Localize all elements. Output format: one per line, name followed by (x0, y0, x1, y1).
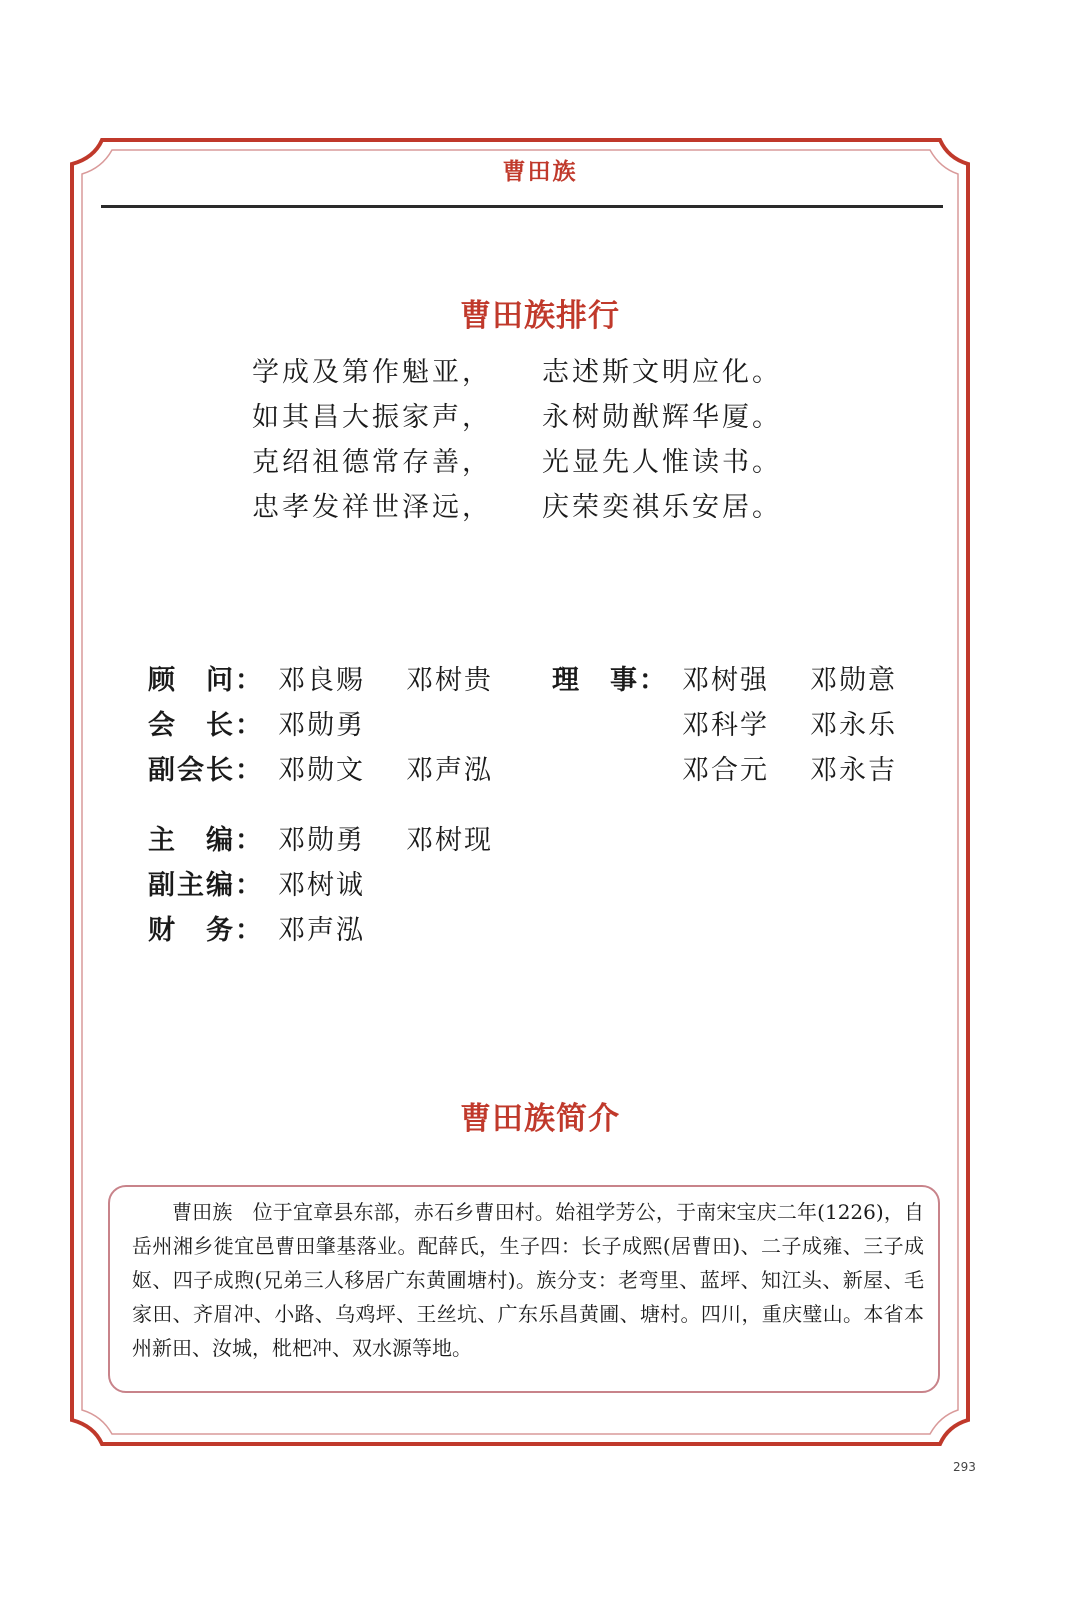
role-label: 顾 问： (148, 665, 264, 696)
role-label: 主 编： (148, 825, 264, 856)
ranking-poem (252, 350, 872, 530)
role-label: 理 事： (552, 665, 668, 696)
person-name: 邓科学 (682, 710, 769, 741)
header-divider (101, 205, 943, 208)
intro-text: 曹田族 位于宜章县东部，赤石乡曹田村。始祖学芳公，于南宋宝庆二年(1226)，自岳州湘乡徙宜邑曹田肇基落业。配薛氏，生子四：长子成熙(居曹田)、二子成雍、三子成妪、四子成煦(兄弟三人移居广东黄圃塘村)。族分支：老弯里、蓝坪、知江头、新屋、毛家田、齐眉冲、小路、乌鸡坪、王丝坑、广东乐昌黄圃、塘村。四川，重庆璧山。本省本州新田、汝城，枇杷冲、双水源等地。 (132, 1200, 924, 1360)
person-name: 邓勋勇 (278, 710, 365, 741)
role-label: 副主编： (148, 870, 264, 901)
person-name: 邓合元 (682, 755, 769, 786)
poem-line (252, 395, 872, 440)
poem-line-first: 忠孝发祥世泽远， (252, 492, 492, 523)
poem-line-first: 如其昌大振家声， (252, 402, 492, 433)
person-name: 邓树诚 (278, 870, 365, 901)
poem-line-first: 克绍祖德常存善， (252, 447, 492, 478)
person-name: 邓树贵 (406, 665, 493, 696)
poem-line-second: 庆荣奕祺乐安居。 (542, 492, 782, 523)
header-title: 曹田族 (502, 159, 578, 185)
poem-line (252, 440, 872, 485)
intro-title: 曹田族简介 (460, 1101, 620, 1137)
role-row-director (552, 748, 938, 793)
role-row-director (552, 658, 938, 703)
poem-line-second: 志述斯文明应化。 (542, 357, 782, 388)
role-row-president (148, 703, 534, 748)
page-number: 293 (953, 1460, 976, 1474)
role-row-adviser (148, 658, 534, 703)
person-name: 邓树强 (682, 665, 769, 696)
person-name: 邓树现 (406, 825, 493, 856)
poem-line (252, 485, 872, 530)
poem-line-second: 永树勋猷辉华厦。 (542, 402, 782, 433)
editorial-staff (148, 818, 534, 953)
ranking-title: 曹田族排行 (460, 298, 620, 334)
role-label: 财 务： (148, 915, 264, 946)
role-label: 会 长： (148, 710, 264, 741)
person-name: 邓勋勇 (278, 825, 365, 856)
role-row-vice-president (148, 748, 534, 793)
person-name: 邓声泓 (406, 755, 493, 786)
person-name: 邓勋意 (810, 665, 897, 696)
committee-directors (552, 658, 938, 793)
person-name: 邓声泓 (278, 915, 365, 946)
person-name: 邓永吉 (810, 755, 897, 786)
role-row-finance (148, 908, 534, 953)
poem-line-first: 学成及第作魁亚， (252, 357, 492, 388)
poem-line (252, 350, 872, 395)
person-name: 邓良赐 (278, 665, 365, 696)
committee-left (148, 658, 534, 793)
role-row-chief-editor (148, 818, 534, 863)
person-name: 邓永乐 (810, 710, 897, 741)
poem-line-second: 光显先人惟读书。 (542, 447, 782, 478)
person-name: 邓勋文 (278, 755, 365, 786)
role-row-director (552, 703, 938, 748)
role-label: 副会长： (148, 755, 264, 786)
role-row-deputy-editor (148, 863, 534, 908)
